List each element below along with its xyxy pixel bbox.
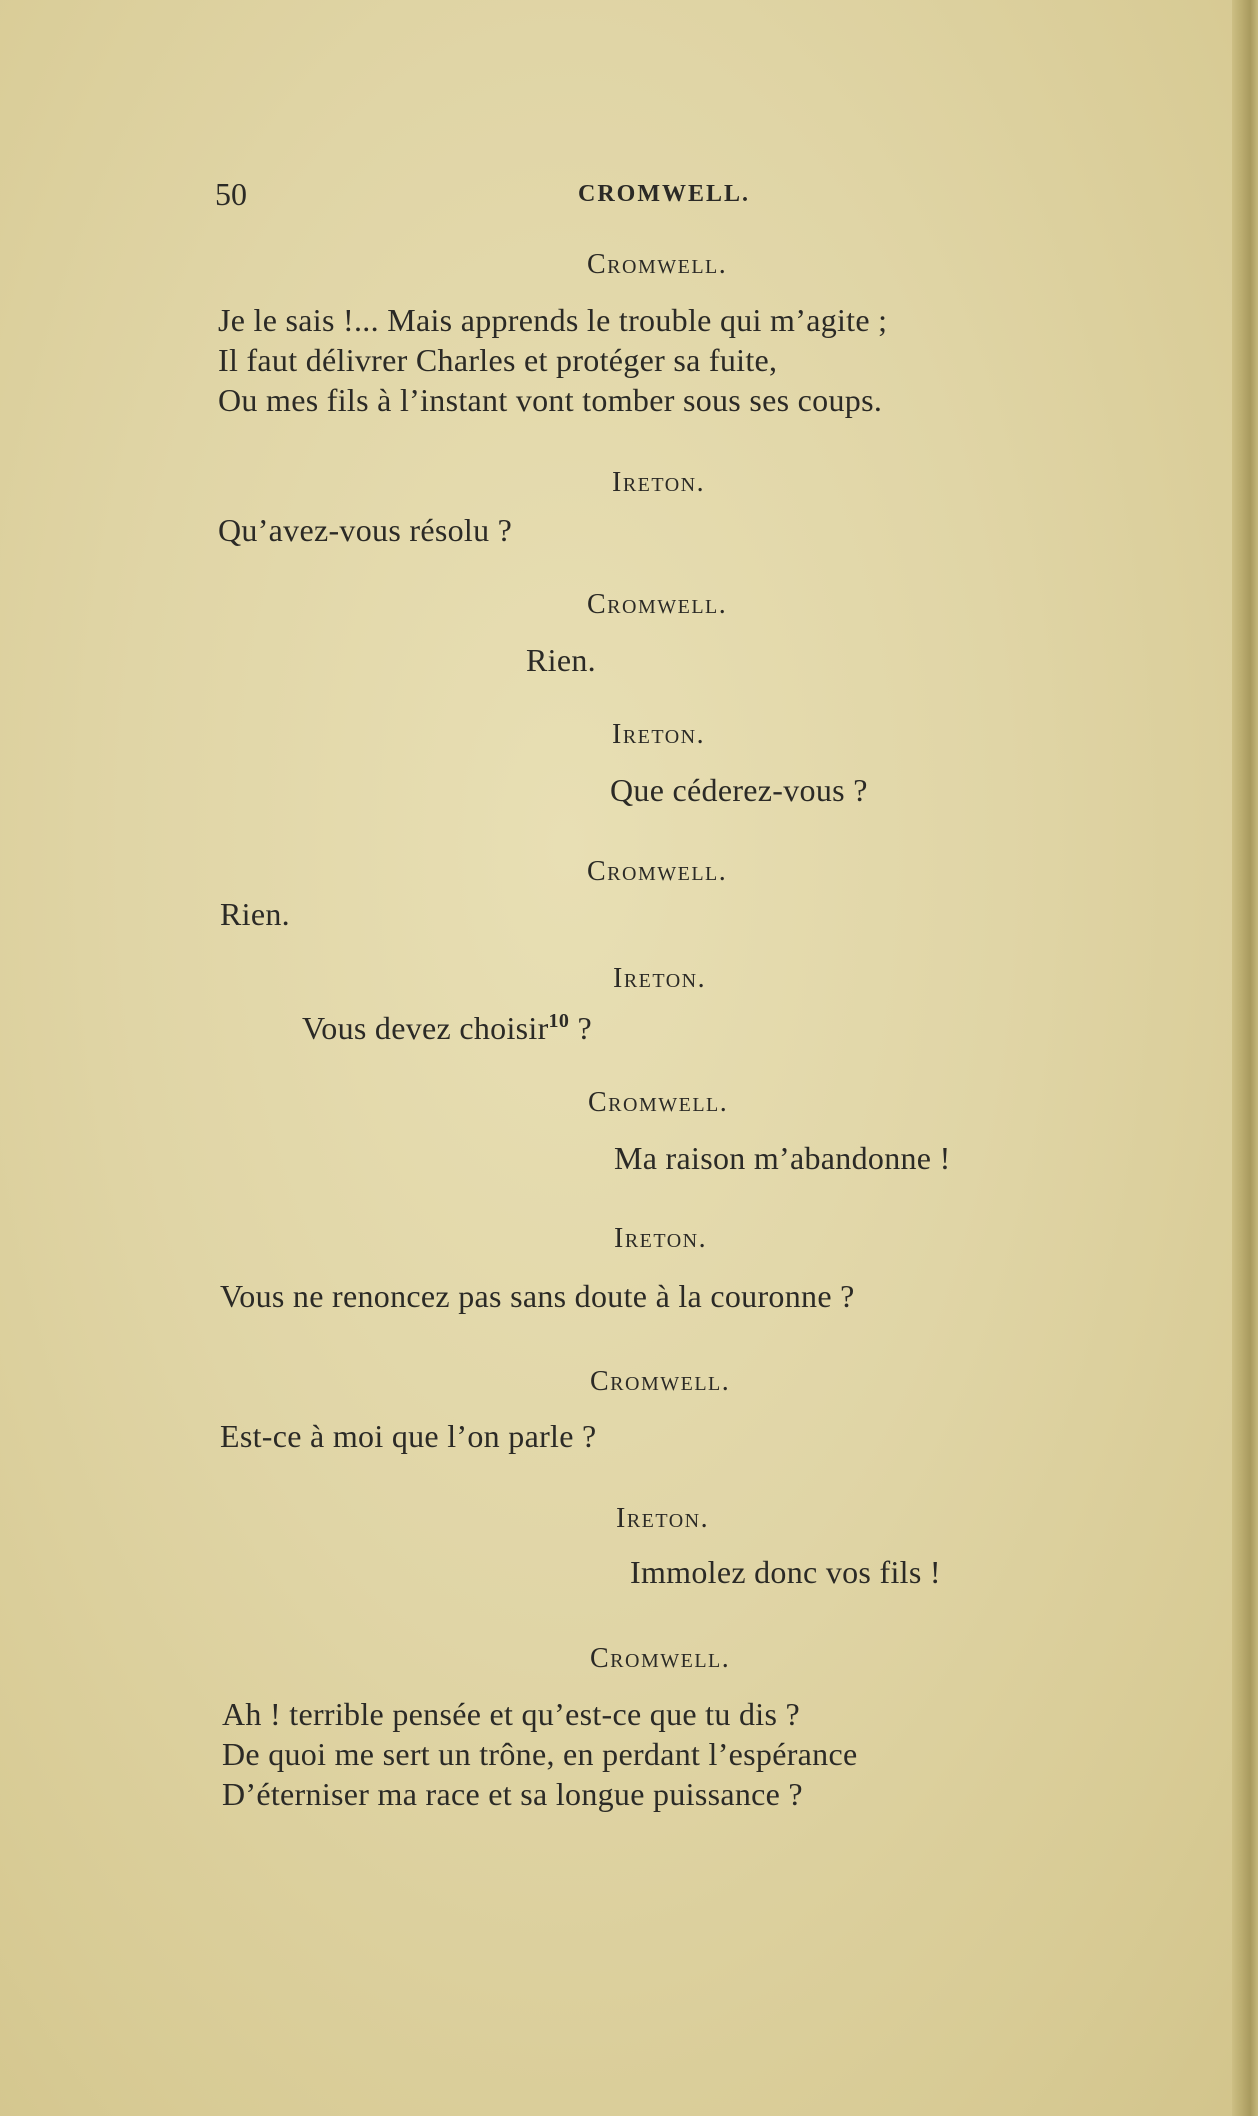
- verse-text: Vous devez choisir: [302, 1010, 549, 1046]
- speaker-label: Ireton.: [612, 467, 706, 498]
- verse-line: De quoi me sert un trône, en perdant l’espérance: [222, 1736, 858, 1772]
- verse-line: [302, 1008, 592, 1048]
- speaker-label: Ireton.: [613, 963, 707, 994]
- speaker-label: Cromwell.: [590, 1366, 731, 1397]
- verse-line: Ah ! terrible pensée et qu’est-ce que tu dis ?: [222, 1696, 801, 1732]
- speaker-label: Ireton.: [616, 1503, 710, 1534]
- verse-line: Immolez donc vos fils !: [630, 1554, 941, 1590]
- verse-punctuation: ?: [569, 1010, 592, 1046]
- verse-line: Il faut délivrer Charles et protéger sa fuite,: [218, 342, 778, 378]
- verse-line: Qu’avez-vous résolu ?: [218, 512, 513, 548]
- verse-line: Je le sais !... Mais apprends le trouble qui m’agite ;: [218, 302, 888, 338]
- verse-line: Rien.: [220, 896, 290, 932]
- verse-line: Vous ne renoncez pas sans doute à la couronne ?: [220, 1278, 855, 1314]
- page-number: 50: [215, 176, 247, 212]
- book-gutter-edge: [1232, 0, 1258, 2116]
- running-title: CROMWELL.: [578, 181, 751, 207]
- footnote-marker: 10: [548, 1010, 570, 1032]
- verse-line: Rien.: [526, 642, 596, 678]
- speaker-label: Ireton.: [612, 719, 706, 750]
- speaker-label: Cromwell.: [588, 1087, 729, 1118]
- verse-line: Est-ce à moi que l’on parle ?: [220, 1418, 597, 1454]
- verse-line: Ou mes fils à l’instant vont tomber sous ses coups.: [218, 382, 883, 418]
- verse-line: Que céderez-vous ?: [610, 772, 868, 808]
- speaker-label: Ireton.: [614, 1223, 708, 1254]
- verse-line: D’éterniser ma race et sa longue puissance ?: [222, 1776, 803, 1812]
- speaker-label: Cromwell.: [587, 589, 728, 620]
- speaker-label: Cromwell.: [590, 1643, 731, 1674]
- verse-line: Ma raison m’abandonne !: [614, 1140, 951, 1176]
- speaker-label: Cromwell.: [587, 856, 728, 887]
- speaker-label: Cromwell.: [587, 249, 728, 280]
